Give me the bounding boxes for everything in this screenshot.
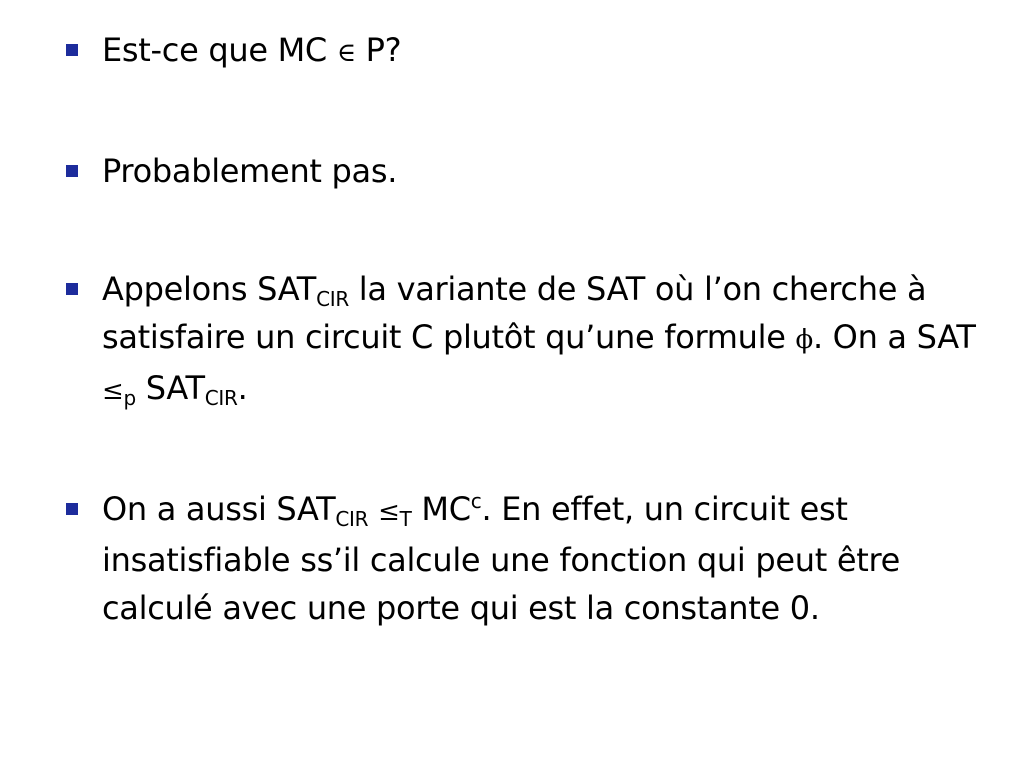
bullet-item-mc-complement [62, 485, 982, 632]
text-segment: On a aussi SAT [102, 490, 336, 528]
element-of-symbol: ∈ [336, 38, 356, 68]
bullet-item-probablement [62, 147, 982, 195]
text-segment: . En effet, un circuit est insatisfiable ss’il calcule une fonction qui peut être calculé avec une porte qui est la constante 0. [102, 490, 901, 627]
text-segment: P? [355, 31, 402, 69]
text-segment: . On a SAT [812, 318, 976, 356]
bullet-text: Probablement pas. [102, 152, 398, 190]
bullet-item-mc-in-p [62, 26, 982, 77]
text-segment: la variante de SAT où l’on cherche à satisfaire un circuit C plutôt qu’une formule [102, 270, 927, 356]
subscript-cir: CIR [316, 287, 349, 311]
bullet-text [102, 270, 976, 410]
bullet-text [102, 31, 401, 69]
text-segment: . [237, 369, 248, 407]
subscript-cir: CIR [335, 507, 369, 531]
bullet-square-icon [66, 283, 78, 295]
text-segment: MC [411, 490, 471, 528]
phi-symbol: ϕ [795, 325, 813, 355]
bullet-square-icon [66, 44, 78, 56]
bullet-list [62, 26, 982, 632]
text-segment: Appelons SAT [102, 270, 317, 308]
superscript-c: c [470, 489, 482, 513]
text-segment: SAT [135, 369, 205, 407]
bullet-item-sat-cir [62, 265, 982, 415]
subscript-t: T [399, 507, 412, 531]
text-segment: Est-ce que MC [102, 31, 337, 69]
bullet-square-icon [66, 165, 78, 177]
text-segment [368, 490, 378, 528]
subscript-cir: CIR [204, 386, 238, 410]
less-equal-symbol: ≤ [378, 497, 400, 527]
less-equal-symbol: ≤ [102, 376, 124, 406]
bullet-text [102, 490, 900, 627]
bullet-square-icon [66, 503, 78, 515]
subscript-p: p [123, 386, 136, 410]
